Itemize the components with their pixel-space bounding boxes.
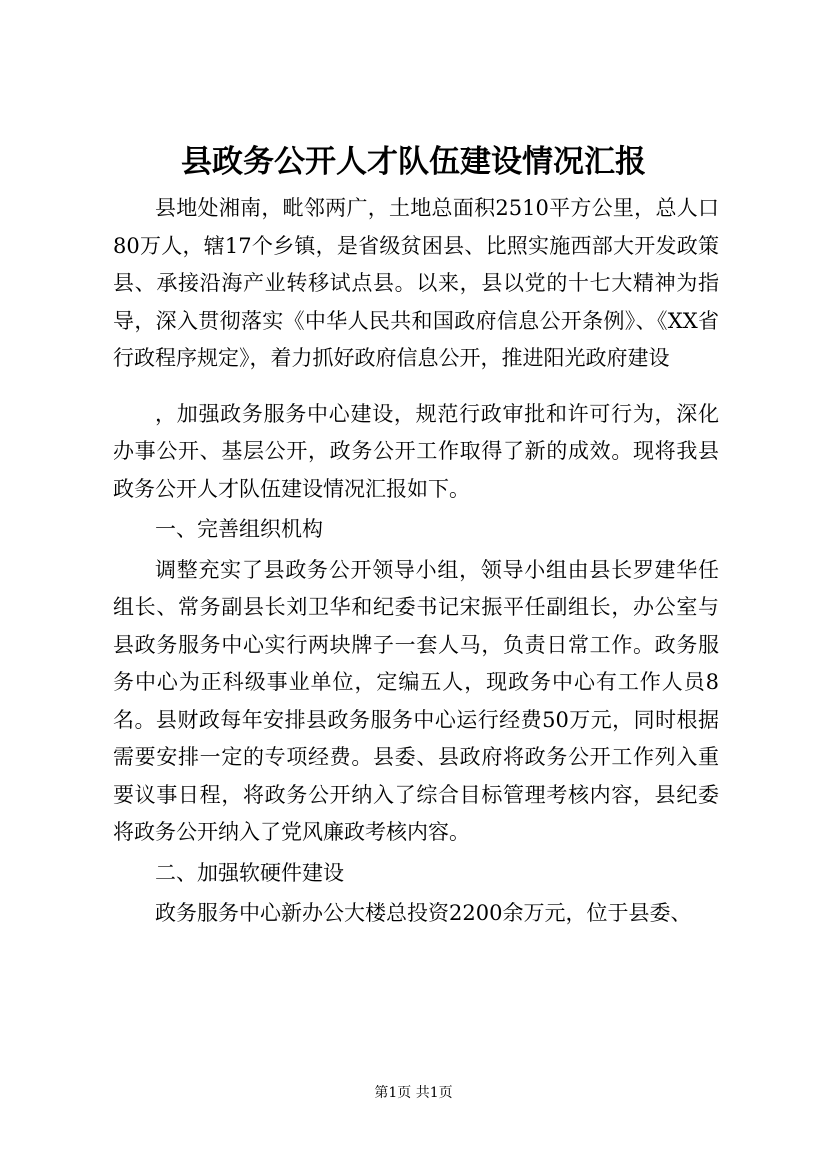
- document-body: [113, 190, 719, 933]
- page-footer: 第1页 共1页: [374, 1085, 453, 1101]
- paragraph-intro: 县地处湘南，毗邻两广，土地总面积2510平方公里，总人口80万人，辖17个乡镇，是省级贫困县、比照实施西部大开发政策县、承接沿海产业转移试点县。以来，县以党的十七大精神为指导，深入贯彻落实《中华人民共和国政府信息公开条例》、《XX省行政程序规定》，着力抓好政府信息公开，推进阳光政府建设: [113, 196, 719, 370]
- section-heading-1: 一、完善组织机构: [155, 517, 323, 541]
- paragraph-continuation: ，加强政务服务中心建设，规范行政审批和许可行为，深化办事公开、基层公开，政务公开工作取得了新的成效。现将我县政务公开人才队伍建设情况汇报如下。: [113, 401, 719, 501]
- document-title: 县政务公开人才队伍建设情况汇报: [181, 144, 646, 180]
- paragraph-building: 政务服务中心新办公大楼总投资2200余万元，位于县委、: [155, 901, 692, 925]
- section-heading-2: 二、加强软硬件建设: [155, 860, 344, 885]
- paragraph-organization: 调整充实了县政务公开领导小组，领导小组由县长罗建华任组长、常务副县长刘卫华和纪委书记宋振平任副组长，办公室与县政务服务中心实行两块牌子一套人马，负责日常工作。政务服务中心为正科级事业单位，定编五人，现政务中心有工作人员8名。县财政每年安排县政务服务中心运行经费50万元，同时根据需要安排一定的专项经费。县委、县政府将政务公开工作列入重要议事日程，将政务公开纳入了综合目标管理考核内容，县纪委将政务公开纳入了党风廉政考核内容。: [113, 557, 719, 844]
